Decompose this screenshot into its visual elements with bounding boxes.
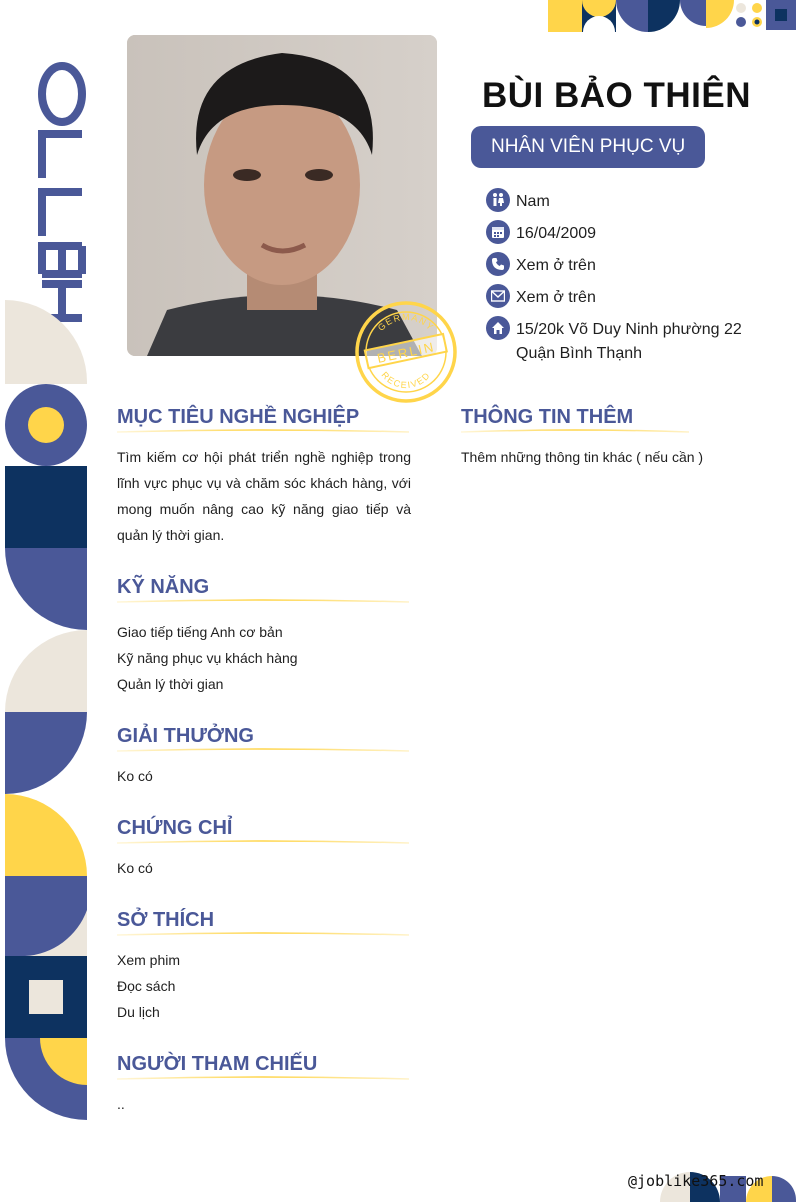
svg-text:BERLIN: BERLIN [375,339,437,366]
candidate-name: BÙI BẢO THIÊN [482,76,751,115]
section-title-references: NGƯỜI THAM CHIẾU [117,1053,318,1075]
hello-vertical-text [36,60,88,322]
section-title-hobbies: SỞ THÍCH [117,909,215,931]
calendar-icon [486,220,510,244]
watermark-text: @joblike365.com [628,1172,764,1190]
certificates-text: Ko có [117,860,153,876]
list-item: Xem phim [117,952,181,968]
list-item: Du lịch [117,1004,160,1020]
section-title-extra: THÔNG TIN THÊM [461,406,634,428]
phone-icon [486,252,510,276]
section-underline [117,598,409,604]
section-underline [117,839,409,845]
info-address [486,318,742,366]
section-underline [117,1075,409,1081]
section-title-objective: MỤC TIÊU NGHỀ NGHIỆP [117,406,360,428]
hobbies-list [117,947,180,1025]
gender-icon [486,188,510,212]
left-decoration [5,300,87,1120]
info-phone: Xem ở trên [486,254,596,278]
section-underline [117,931,409,937]
list-item: Giao tiếp tiếng Anh cơ bản [117,624,283,640]
section-underline [117,428,409,434]
svg-text:RECEIVED: RECEIVED [379,369,433,391]
list-item: Đọc sách [117,978,176,994]
section-title-awards: GIẢI THƯỞNG [117,725,254,747]
info-gender: Nam [486,190,550,214]
extra-info-text: Thêm những thông tin khác ( nếu cần ) [461,449,704,465]
info-birthdate: 16/04/2009 [486,222,596,246]
info-email: Xem ở trên [486,286,596,310]
section-underline [461,428,689,434]
skills-list [117,619,298,697]
list-item: Quản lý thời gian [117,676,224,692]
home-icon [486,316,510,340]
mail-icon [486,284,510,308]
address-line-2: Quận Bình Thạnh [516,345,643,362]
section-title-skills: KỸ NĂNG [117,576,210,598]
section-title-certificates: CHỨNG CHỈ [117,817,233,839]
references-text: .. [117,1096,125,1112]
top-decoration [548,0,796,32]
list-item: Kỹ năng phục vụ khách hàng [117,650,298,666]
job-title-badge: NHÂN VIÊN PHỤC VỤ [471,126,705,168]
berlin-stamp [354,300,458,404]
objective-text: Tìm kiếm cơ hội phát triển nghề nghiệp trong lĩnh vực phục vụ và chăm sóc khách hàng, với mong muốn nâng cao kỹ năng giao tiếp và quản lý thời gian. [117,449,411,543]
svg-text:GERMANY: GERMANY [375,311,437,333]
section-underline [117,747,409,753]
awards-text: Ko có [117,768,153,784]
address-line-1: 15/20k Võ Duy Ninh phường 22 [516,321,742,338]
